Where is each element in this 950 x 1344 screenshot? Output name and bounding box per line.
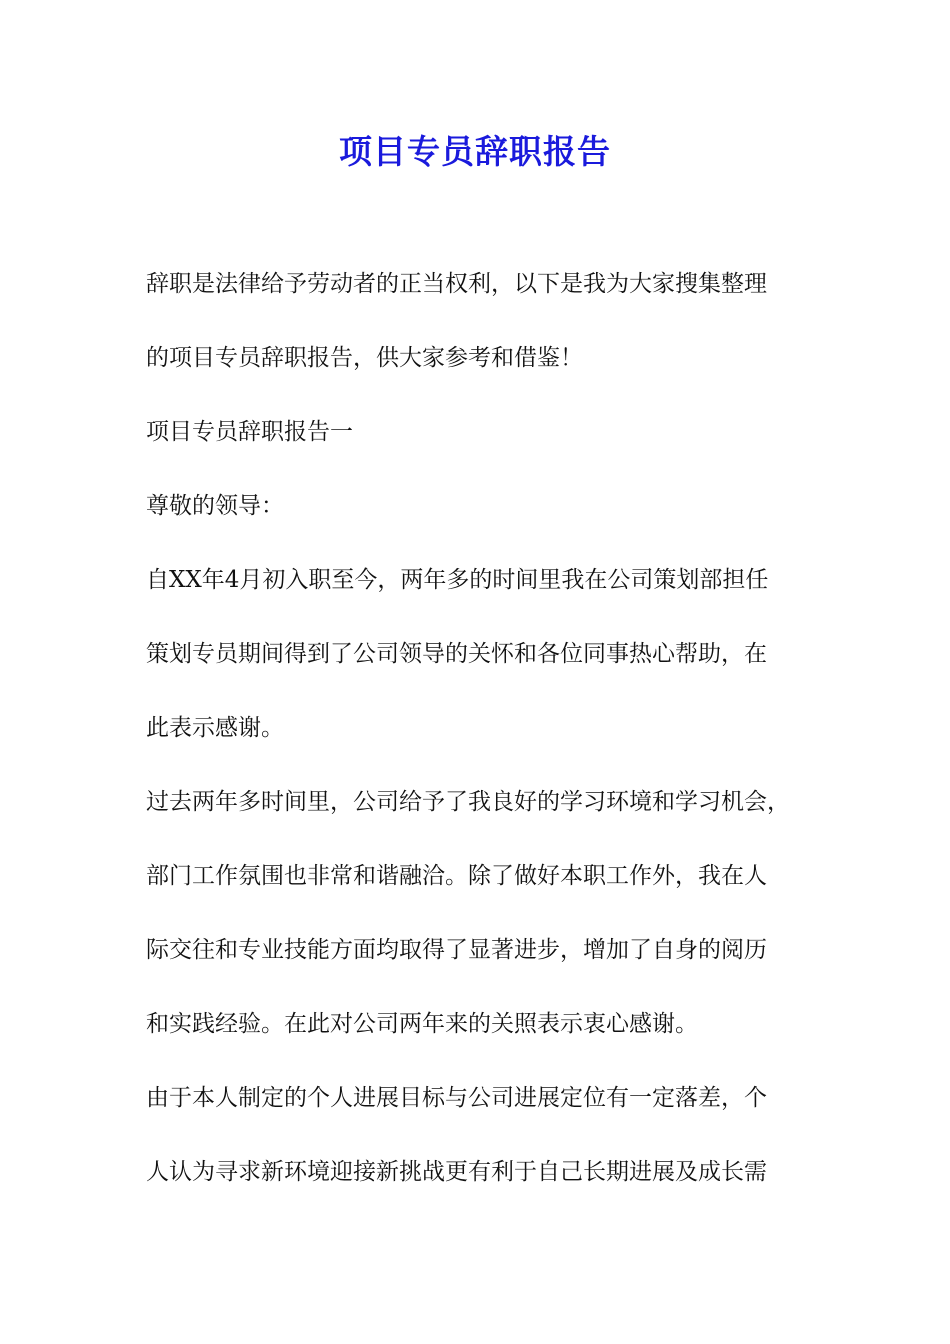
text-line: 此表示感谢。 bbox=[146, 715, 284, 741]
text-line: 过去两年多时间里，公司给予了我良好的学习环境和学习机会， bbox=[146, 789, 790, 815]
text-line: 部门工作氛围也非常和谐融洽。除了做好本职工作外，我在人 bbox=[146, 863, 767, 889]
paragraph-subtitle bbox=[146, 412, 816, 452]
paragraph-3 bbox=[146, 1078, 816, 1192]
text-line: 尊敬的领导： bbox=[146, 493, 284, 519]
text-line: 和实践经验。在此对公司两年来的关照表示衷心感谢。 bbox=[146, 1011, 698, 1037]
text-line: 项目专员辞职报告一 bbox=[146, 419, 353, 445]
document-body bbox=[146, 264, 816, 1226]
text-line: 际交往和专业技能方面均取得了显著进步，增加了自身的阅历 bbox=[146, 937, 767, 963]
paragraph-intro bbox=[146, 264, 816, 378]
document-title: 项目专员辞职报告 bbox=[339, 132, 611, 171]
text-line: 的项目专员辞职报告，供大家参考和借鉴！ bbox=[146, 345, 583, 371]
paragraph-salutation bbox=[146, 486, 816, 526]
text-line: 策划专员期间得到了公司领导的关怀和各位同事热心帮助，在 bbox=[146, 641, 767, 667]
text-line: 辞职是法律给予劳动者的正当权利，以下是我为大家搜集整理 bbox=[146, 271, 767, 297]
text-line: 自XX年4月初入职至今，两年多的时间里我在公司策划部担任 bbox=[146, 567, 769, 593]
paragraph-2 bbox=[146, 782, 816, 1044]
paragraph-1 bbox=[146, 560, 816, 748]
text-line: 人认为寻求新环境迎接新挑战更有利于自己长期进展及成长需 bbox=[146, 1159, 767, 1185]
text-line: 由于本人制定的个人进展目标与公司进展定位有一定落差，个 bbox=[146, 1085, 767, 1111]
